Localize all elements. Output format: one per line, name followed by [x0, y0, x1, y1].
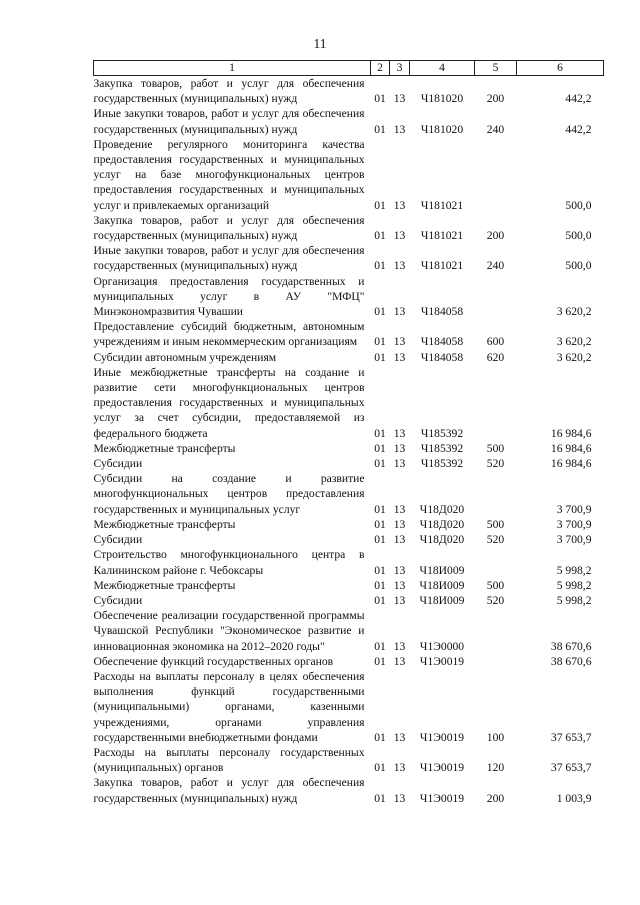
row-subsection: 13 — [393, 441, 406, 455]
row-name: Субсидии — [93, 457, 143, 471]
row-subsection: 13 — [393, 229, 406, 243]
row-section: 01 — [374, 578, 386, 592]
row-subsection: 13 — [393, 335, 406, 349]
row-section: 01 — [374, 335, 386, 349]
row-expense-type: 500 — [486, 441, 505, 455]
row-target-item: Ч1Э0019 — [419, 791, 465, 805]
column-header-expense-type: 5 — [475, 61, 517, 76]
row-target-item: Ч18И009 — [419, 578, 465, 592]
row-subsection: 13 — [393, 259, 406, 273]
row-amount: 5 998,2 — [556, 563, 592, 577]
table-row — [94, 532, 604, 547]
row-subsection: 13 — [393, 563, 406, 577]
row-name: Закупка товаров, работ и услуг для обеспечения государственных (муниципальных) нужд — [93, 776, 365, 805]
row-name: Субсидии на создание и развитие многофункциональных центров предоставления государственных и муниципальных услуг — [93, 472, 365, 516]
row-amount: 442,2 — [565, 122, 592, 136]
row-expense-type: 200 — [486, 791, 505, 805]
row-name: Иные закупки товаров, работ и услуг для обеспечения государственных (муниципальных) нужд — [93, 244, 365, 273]
row-target-item: Ч184058 — [420, 335, 464, 349]
row-target-item: Ч18И009 — [419, 563, 465, 577]
row-subsection: 13 — [393, 92, 406, 106]
row-section: 01 — [374, 122, 386, 136]
row-target-item: Ч18Д020 — [419, 517, 465, 531]
row-target-item: Ч18Д020 — [419, 533, 465, 547]
row-section: 01 — [374, 305, 386, 319]
row-expense-type: 520 — [486, 533, 505, 547]
row-subsection: 13 — [393, 426, 406, 440]
row-expense-type: 200 — [486, 92, 505, 106]
table-row — [94, 775, 604, 805]
row-target-item: Ч185392 — [420, 441, 464, 455]
row-amount: 500,0 — [565, 259, 592, 273]
row-expense-type — [475, 365, 517, 441]
row-section: 01 — [374, 791, 386, 805]
row-name: Субсидии — [93, 593, 143, 607]
row-section: 01 — [374, 563, 386, 577]
row-name: Межбюджетные трансферты — [93, 441, 236, 455]
column-header-subsection: 3 — [390, 61, 410, 76]
table-row — [94, 745, 604, 775]
row-name: Предоставление субсидий бюджетным, автономным учреждениям и иным некоммерческим организациям — [93, 320, 365, 349]
row-amount: 3 700,9 — [556, 502, 592, 516]
row-amount: 500,0 — [565, 198, 592, 212]
row-expense-type: 520 — [486, 593, 505, 607]
row-expense-type: 240 — [486, 122, 505, 136]
row-name: Расходы на выплаты персоналу в целях обеспечения выполнения функций государственными (муниципальными) органами, казенными учреждениями, органами управления государственными внебюджетными фондами — [93, 669, 365, 744]
row-section: 01 — [374, 198, 386, 212]
row-name: Закупка товаров, работ и услуг для обеспечения государственных (муниципальных) нужд — [93, 213, 365, 243]
row-amount: 16 984,6 — [550, 457, 592, 471]
row-subsection: 13 — [393, 198, 406, 212]
row-amount: 16 984,6 — [550, 426, 592, 440]
row-section: 01 — [374, 654, 386, 668]
table-body — [94, 76, 604, 806]
row-section: 01 — [374, 229, 386, 243]
row-subsection: 13 — [393, 350, 406, 364]
row-name: Закупка товаров, работ и услуг для обеспечения государственных (муниципальных) нужд — [93, 77, 365, 106]
row-amount: 5 998,2 — [556, 578, 592, 592]
row-target-item: Ч181021 — [420, 229, 464, 243]
row-target-item: Ч185392 — [420, 426, 464, 440]
row-expense-type: 120 — [486, 761, 505, 775]
row-target-item: Ч181021 — [420, 259, 464, 273]
row-expense-type: 100 — [486, 730, 505, 744]
row-section: 01 — [374, 730, 386, 744]
table-row — [94, 213, 604, 243]
row-expense-type: 600 — [486, 335, 505, 349]
row-name: Строительство многофункционального центра в Калининском районе г. Чебоксары — [93, 548, 365, 577]
row-subsection: 13 — [393, 502, 406, 516]
table-row — [94, 137, 604, 213]
row-amount: 500,0 — [565, 229, 592, 243]
row-expense-type: 200 — [486, 229, 505, 243]
row-section: 01 — [374, 639, 386, 653]
row-target-item: Ч1Э0019 — [419, 730, 465, 744]
row-target-item: Ч181020 — [420, 122, 464, 136]
row-section: 01 — [374, 259, 386, 273]
table-row — [94, 669, 604, 745]
row-subsection: 13 — [393, 305, 406, 319]
row-name: Субсидии автономным учреждениям — [93, 350, 277, 364]
page-number: 11 — [313, 36, 327, 51]
row-name: Проведение регулярного мониторинга качества предоставления государственных и муниципальных услуг на базе многофункциональных центров предоставления государственных и муниципальных услуг и привлекаемых организаций — [93, 137, 365, 212]
table-row — [94, 243, 604, 273]
row-section: 01 — [374, 457, 386, 471]
row-amount: 38 670,6 — [550, 639, 592, 653]
table-row — [94, 654, 604, 669]
table-row — [94, 274, 604, 320]
row-expense-type: 520 — [486, 457, 505, 471]
row-amount: 3 620,2 — [556, 335, 592, 349]
row-section: 01 — [374, 517, 386, 531]
table-row — [94, 365, 604, 441]
row-section: 01 — [374, 92, 386, 106]
row-target-item: Ч184058 — [420, 350, 464, 364]
row-subsection: 13 — [393, 122, 406, 136]
row-target-item: Ч1Э0000 — [419, 639, 465, 653]
table-row — [94, 441, 604, 456]
row-target-item: Ч18Д020 — [419, 502, 465, 516]
budget-table — [93, 60, 604, 806]
row-amount: 3 700,9 — [556, 533, 592, 547]
row-section: 01 — [374, 502, 386, 516]
row-amount: 37 653,7 — [550, 761, 592, 775]
row-name: Организация предоставления государственных и муниципальных услуг в АУ "МФЦ" Минэкономразвития Чувашии — [93, 274, 365, 319]
row-amount: 37 653,7 — [550, 730, 592, 744]
row-amount: 3 620,2 — [556, 350, 592, 364]
table-row — [94, 608, 604, 654]
row-section: 01 — [374, 593, 386, 607]
table-row — [94, 350, 604, 365]
row-name: Обеспечение реализации государственной программы Чувашской Республики "Экономическое развитие и инновационная экономика на 2012–2020 годы" — [93, 609, 365, 653]
row-subsection: 13 — [393, 639, 406, 653]
row-expense-type: 500 — [486, 517, 505, 531]
row-name: Обеспечение функций государственных органов — [93, 654, 334, 668]
row-amount: 3 620,2 — [556, 305, 592, 319]
row-amount: 16 984,6 — [550, 441, 592, 455]
row-expense-type: 240 — [486, 259, 505, 273]
column-header-name: 1 — [94, 61, 371, 76]
table-row — [94, 578, 604, 593]
row-subsection: 13 — [393, 517, 406, 531]
row-section: 01 — [374, 533, 386, 547]
row-expense-type — [475, 654, 517, 669]
row-section: 01 — [374, 441, 386, 455]
column-header-amount: 6 — [517, 61, 604, 76]
row-target-item: Ч185392 — [420, 457, 464, 471]
row-expense-type: 620 — [486, 350, 505, 364]
table-row — [94, 517, 604, 532]
row-expense-type — [475, 547, 517, 577]
row-name: Расходы на выплаты персоналу государственных (муниципальных) органов — [93, 745, 365, 775]
row-subsection: 13 — [393, 791, 406, 805]
row-amount: 38 670,6 — [550, 654, 592, 668]
row-target-item: Ч181021 — [420, 198, 464, 212]
row-expense-type — [475, 274, 517, 320]
row-expense-type — [475, 608, 517, 654]
row-expense-type: 500 — [486, 578, 505, 592]
table-row — [94, 547, 604, 577]
row-subsection: 13 — [393, 654, 406, 668]
row-expense-type — [475, 471, 517, 517]
column-header-target-item: 4 — [410, 61, 475, 76]
row-expense-type — [475, 137, 517, 213]
row-target-item: Ч18И009 — [419, 593, 465, 607]
row-name: Межбюджетные трансферты — [93, 578, 236, 592]
row-target-item: Ч184058 — [420, 305, 464, 319]
table-row — [94, 471, 604, 517]
column-header-section: 2 — [371, 61, 390, 76]
table-header-row — [94, 61, 604, 76]
table-row — [94, 593, 604, 608]
row-subsection: 13 — [393, 761, 406, 775]
table-row — [94, 76, 604, 107]
row-name: Иные закупки товаров, работ и услуг для обеспечения государственных (муниципальных) нужд — [93, 107, 365, 136]
row-section: 01 — [374, 761, 386, 775]
row-amount: 3 700,9 — [556, 517, 592, 531]
table-row — [94, 319, 604, 349]
table-row — [94, 456, 604, 471]
row-name: Межбюджетные трансферты — [93, 517, 236, 531]
row-section: 01 — [374, 350, 386, 364]
row-amount: 1 003,9 — [556, 791, 592, 805]
row-amount: 442,2 — [565, 92, 592, 106]
row-target-item: Ч181020 — [420, 92, 464, 106]
row-target-item: Ч1Э0019 — [419, 761, 465, 775]
row-section: 01 — [374, 426, 386, 440]
table-row — [94, 106, 604, 136]
row-name: Иные межбюджетные трансферты на создание и развитие сети многофункциональных центров предоставления государственных и муниципальных услуг за счет субсидии, предоставляемой из федерального бюджета — [93, 365, 365, 440]
row-amount: 5 998,2 — [556, 593, 592, 607]
row-target-item: Ч1Э0019 — [419, 654, 465, 668]
row-subsection: 13 — [393, 593, 406, 607]
row-name: Субсидии — [93, 533, 143, 547]
row-subsection: 13 — [393, 533, 406, 547]
row-subsection: 13 — [393, 457, 406, 471]
row-subsection: 13 — [393, 578, 406, 592]
row-subsection: 13 — [393, 730, 406, 744]
